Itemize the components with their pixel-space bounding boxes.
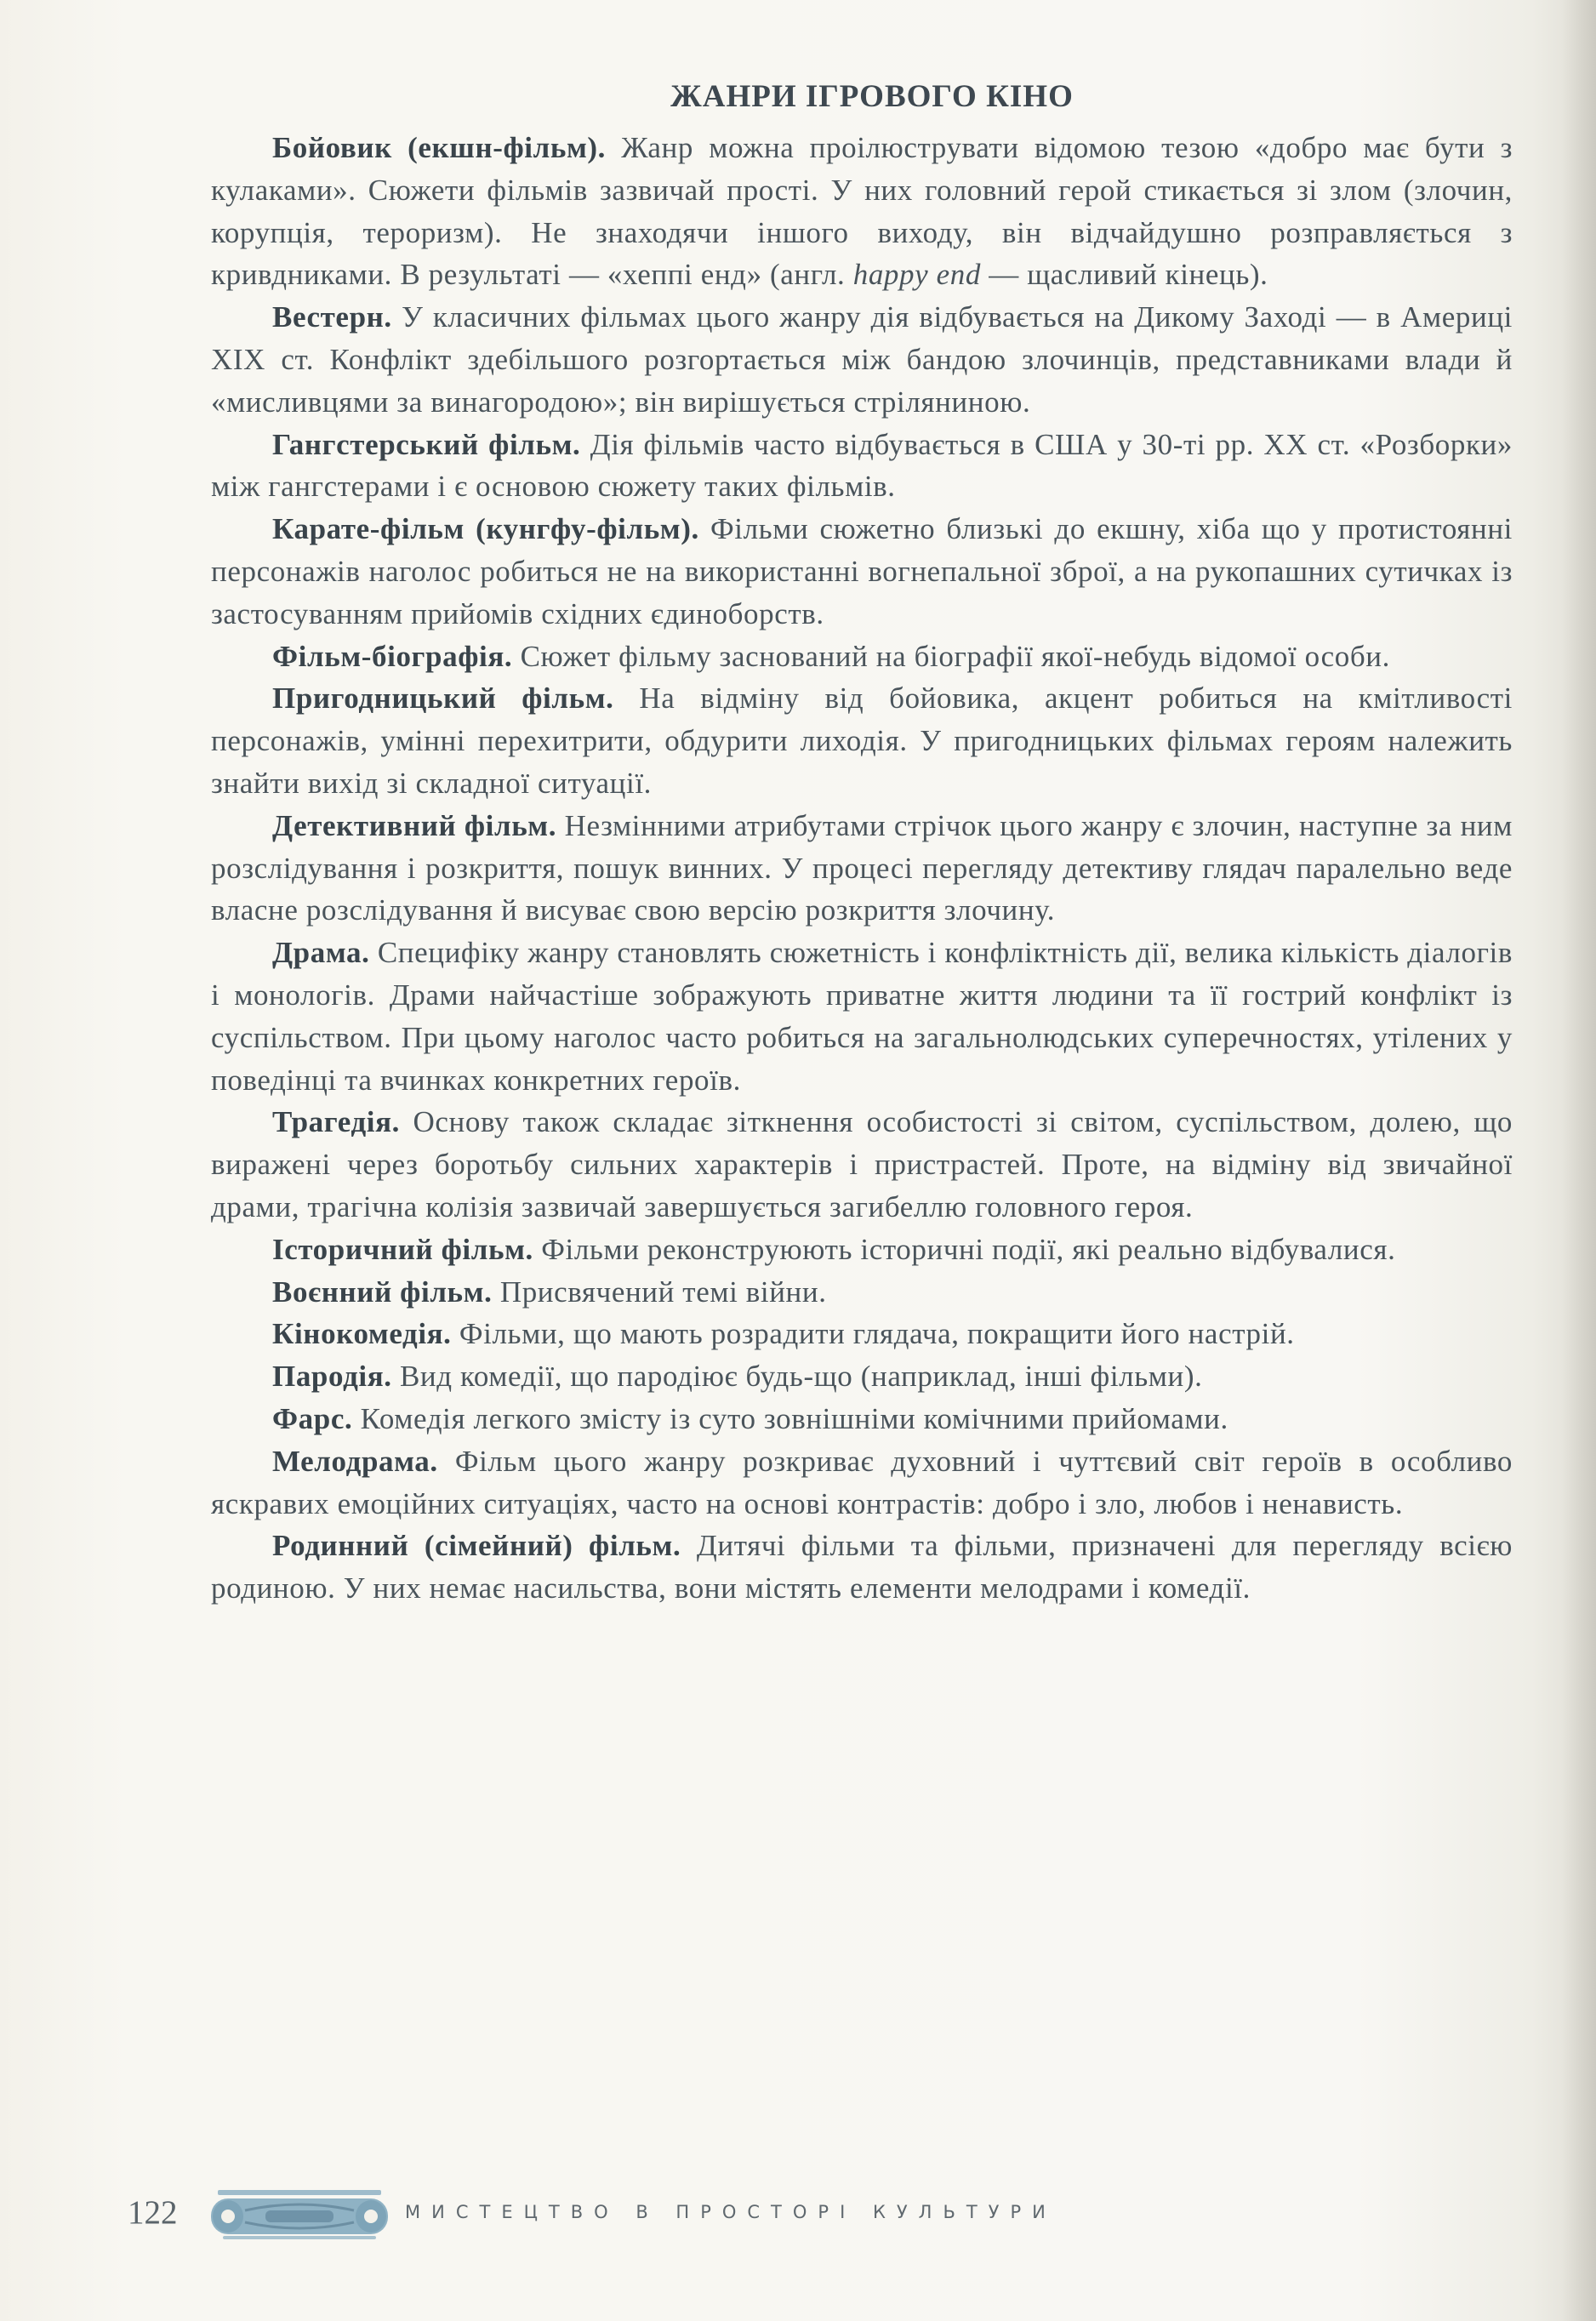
genre-entry-biography xyxy=(211,636,1513,678)
page-edge-shadow xyxy=(1562,0,1596,2321)
genre-term: Фільм-біографія. xyxy=(272,639,513,673)
genre-entry-parody xyxy=(211,1355,1513,1398)
genre-definition: На відміну від бойовика, акцент робиться на кмітливості персонажів, умінні перехитрити, обдурити лиходія. У пригодницьких фільмах героям належить знайти вихід зі складної ситуації. xyxy=(211,681,1513,800)
genre-entry-gangster xyxy=(211,424,1513,509)
genre-term: Пародія. xyxy=(272,1360,392,1394)
genre-definition: Комедія легкого змісту із суто зовнішніми комічними прийомами. xyxy=(352,1401,1228,1435)
genre-term: Драма. xyxy=(272,936,370,970)
genre-entry-historical xyxy=(211,1229,1513,1271)
genre-term: Родинний (сімейний) фільм. xyxy=(272,1529,681,1563)
genre-term: Трагедія. xyxy=(272,1105,400,1139)
genre-entry-tragedy xyxy=(211,1101,1513,1228)
genre-definition: Присвячений темі війни. xyxy=(492,1275,827,1309)
genre-definition: Фільм цього жанру розкриває духовний і чуттєвий світ героїв в особливо яскравих емоційних ситуаціях, часто на основі контрастів: добро і зло, любов і ненависть. xyxy=(211,1444,1513,1520)
genre-term: Історичний фільм. xyxy=(272,1232,533,1266)
genre-entry-comedy xyxy=(211,1313,1513,1355)
genre-term: Кінокомедія. xyxy=(272,1317,452,1351)
genre-term: Мелодрама. xyxy=(272,1444,438,1478)
genre-definition: Жанр можна проілюструвати відомою тезою «добро має бути з кулаками». Сюжети фільмів зазвичай прості. У них головний герой стикається зі злом (злочин, корупція, тероризм). Не знаходячи іншого виходу, він відчайдушно розправляється з кривдниками. В результаті — «хеппі енд» (англ. happy end — щасливий кінець). xyxy=(211,131,1513,292)
genre-entry-farce xyxy=(211,1398,1513,1440)
series-title: МИСТЕЦТВО В ПРОСТОРІ КУЛЬТУРИ xyxy=(405,2202,1057,2222)
genre-term: Воєнний фільм. xyxy=(272,1275,493,1309)
genre-definition: Сюжет фільму заснований на біографії якої-небудь відомої особи. xyxy=(512,639,1390,673)
genre-term: Детективний фільм. xyxy=(272,808,557,842)
genre-entry-karate xyxy=(211,508,1513,635)
genre-definition: У класичних фільмах цього жанру дія відбувається на Дикому Заході — в Америці XIX ст. Конфлікт здебільшого розгортається між бандою злочинців, представниками влади й «мисливцями за винагородою»; він вирішується стріляниною. xyxy=(211,300,1513,419)
genre-term: Фарс. xyxy=(272,1401,353,1435)
genre-definition: Фільми, що мають розрадити глядача, покращити його настрій. xyxy=(451,1317,1295,1351)
genre-definition: Незмінними атрибутами стрічок цього жанру є злочин, наступне за ним розслідування і розкриття, пошук винних. У процесі перегляду детективу глядач паралельно веде власне розслідування й висуває свою версію розкриття злочину. xyxy=(211,808,1513,927)
genre-entry-adventure xyxy=(211,677,1513,804)
genre-definition: Дитячі фільми та фільми, призначені для перегляду всією родиною. У них немає насильства, вони містять елементи мелодрами і комедії. xyxy=(211,1529,1513,1605)
genre-definition: Специфіку жанру становлять сюжетність і конфліктність дії, велика кількість діалогів і монологів. Драми найчастіше зображують приватне життя людини та її гострий конфлікт із суспільством. При цьому наголос часто робиться на загальнолюдських суперечностях, утілених у поведінці та вчинках конкретних героїв. xyxy=(211,936,1513,1097)
genre-term: Гангстерський фільм. xyxy=(272,427,581,461)
page-content xyxy=(211,78,1513,1610)
page-footer xyxy=(128,2183,1319,2243)
genre-entry-action xyxy=(211,127,1513,296)
genre-entry-family xyxy=(211,1525,1513,1610)
scroll-emblem-icon xyxy=(206,2185,393,2248)
genre-entry-melodrama xyxy=(211,1440,1513,1525)
genre-entry-detective xyxy=(211,805,1513,932)
genre-definition: Дія фільмів часто відбувається в США у 30-ті рр. XX ст. «Розборки» між гангстерами і є основою сюжету таких фільмів. xyxy=(211,427,1513,504)
genre-term: Карате-фільм (кунгфу-фільм). xyxy=(272,512,699,546)
genre-entry-western xyxy=(211,296,1513,423)
genre-term: Вестерн. xyxy=(272,300,392,334)
genre-term: Пригодницький фільм. xyxy=(272,681,614,716)
genre-entry-war xyxy=(211,1271,1513,1314)
page-number: 122 xyxy=(128,2194,178,2231)
genre-definition: Фільми реконструюють історичні події, які реально відбувалися. xyxy=(533,1232,1396,1266)
genre-definition: Вид комедії, що пародіює будь-що (наприклад, інші фільми). xyxy=(391,1360,1203,1394)
page-title: ЖАНРИ ІГРОВОГО КІНО xyxy=(670,79,1074,114)
genre-definition: Фільми сюжетно близькі до екшну, хіба що у протистоянні персонажів наголос робиться не на використанні вогнепальної зброї, а на рукопашних сутичках із застосуванням прийомів східних єдиноборств. xyxy=(211,512,1513,630)
genre-definition: Основу також складає зіткнення особистості зі світом, суспільством, долею, що виражені через боротьбу сильних характерів і пристрастей. Проте, на відміну від звичайної драми, трагічна колізія зазвичай завершується загибеллю головного героя. xyxy=(211,1105,1513,1223)
genre-term: Бойовик (екшн-фільм). xyxy=(272,131,606,164)
genre-entry-drama xyxy=(211,932,1513,1101)
